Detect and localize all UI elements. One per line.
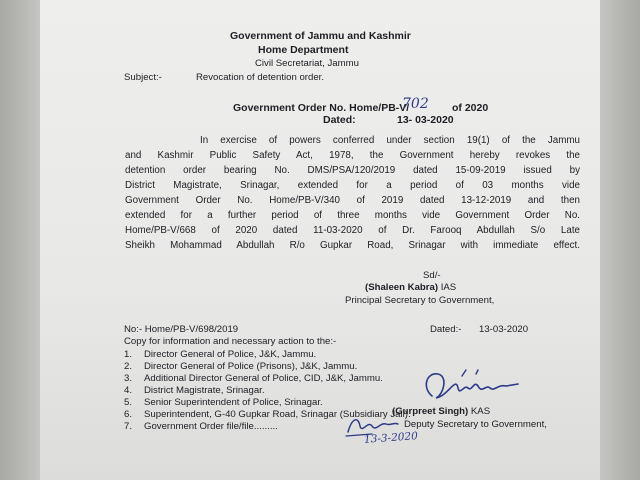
order-number-handwritten: 702 [402,96,429,112]
order-dated-label: Dated: [323,114,356,126]
body-line: Sheikh Mohammad Abdullah R/o Gupkar Road, Srinagar with immediate effect. [125,240,580,251]
copy-item-text: Director General of Police, J&K, Jammu. [144,349,317,360]
body-line: District Magistrate, Srinagar, extended for a period of 03 months vide [125,180,580,191]
header-government: Government of Jammu and Kashmir [230,30,411,42]
copy-item-text: Senior Superintendent of Police, Srinagar. [144,397,323,408]
copy-item-text: Additional Director General of Police, CID, J&K, Jammu. [144,373,383,384]
copy-reference-no: No:- Home/PB-V/698/2019 [124,324,239,335]
header-department: Home Department [258,44,349,56]
body-line: In exercise of powers conferred under section 19(1) of the Jammu [200,135,580,146]
order-number-prefix: Government Order No. Home/PB-V/ [233,102,410,114]
subject-label: Subject:- [124,72,162,83]
document-page [40,0,600,480]
signatory-designation: Principal Secretary to Government, [345,295,495,306]
copy-item-number: 2. [124,361,133,372]
deputy-suffix: KAS [470,406,491,417]
order-number-suffix: of 2020 [452,102,489,114]
copy-item-number: 6. [124,409,133,420]
copy-item-text: Superintendent, G-40 Gupkar Road, Srinagar (Subsidiary Jail). [144,409,411,420]
copy-item-number: 1. [124,349,133,360]
copy-dated-label: Dated:- [430,324,462,335]
subject-text: Revocation of detention order. [196,72,325,83]
frame-left [0,0,40,480]
copy-item-number: 4. [124,385,133,396]
copy-item-number: 5. [124,397,133,408]
signatory-name-text: (Shaleen Kabra) [365,282,439,293]
signatory-name [365,282,456,293]
copy-intro: Copy for information and necessary action to the:- [124,336,337,347]
copy-item-number: 3. [124,373,133,384]
frame-right [600,0,640,480]
copy-date: 13-03-2020 [479,324,529,335]
body-line: and Kashmir Public Safety Act, 1978, the Government hereby revokes the [125,150,580,161]
deputy-signatory-name [392,406,490,417]
header-secretariat: Civil Secretariat, Jammu [255,58,359,69]
copy-item-text: District Magistrate, Srinagar. [144,385,265,396]
copy-item-text: Government Order file/file......... [144,421,278,432]
copy-item-number: 7. [124,421,133,432]
body-line: detention order bearing No. DMS/PSA/120/2019 dated 15-09-2019 issued by [125,165,580,176]
copy-item-text: Director General of Police (Prisons), J&K, Jammu. [144,361,358,372]
body-line: Government Order No. Home/PB-V/340 of 2019 dated 13-12-2019 and then [125,195,580,206]
handwritten-date: 13-3-2020 [363,430,419,446]
body-line: Home/PB-V/668 of 2020 dated 11-03-2020 of Dr. Farooq Abdullah S/o Late [125,225,580,236]
signatory-suffix: IAS [440,282,457,293]
signature-sd: Sd/- [423,270,441,281]
handwritten-signature [418,366,528,408]
deputy-designation: Deputy Secretary to Government, [404,419,547,430]
body-line: extended for a further period of three months vide Government Order No. [125,210,580,221]
deputy-name-text: (Gurpreet Singh) [392,406,469,417]
order-date: 13- 03-2020 [397,114,454,126]
